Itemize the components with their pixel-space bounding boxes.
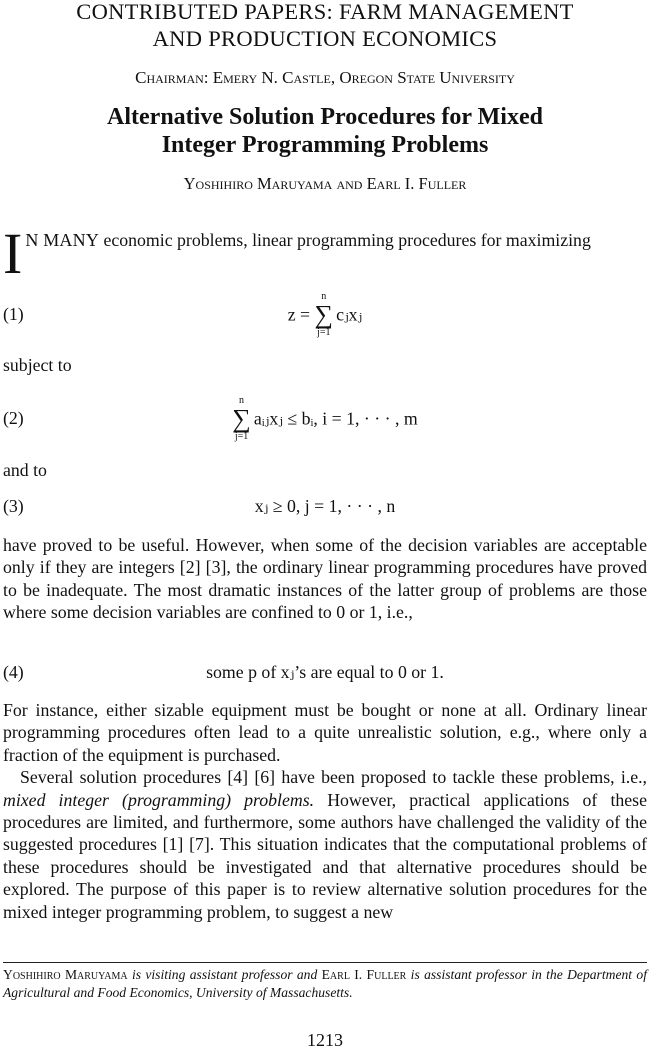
equation-number: (3)	[3, 496, 24, 516]
footnote-author1: Yoshihiro Maruyama	[3, 967, 128, 982]
sigma-symbol: ∑	[232, 404, 251, 433]
page-header	[0, 0, 650, 195]
sigma-symbol: ∑	[314, 300, 334, 329]
intro-first-word: N MANY	[25, 230, 100, 250]
summation	[315, 292, 334, 338]
equation-3	[3, 496, 647, 522]
intro-paragraph	[3, 221, 647, 286]
paragraph-for-instance: For instance, either sizable equipment must be bought or none at all. Ordinary linear programming procedures often lead to a quite unrealistic solution, e.g., where only a fraction of the equipment is purchased.	[3, 700, 647, 765]
equation-rhs: aᵢⱼxⱼ ≤ bᵢ, i = 1, · · · , m	[253, 408, 418, 429]
chairman-line: Chairman: Emery N. Castle, Oregon State University	[135, 68, 515, 87]
footnote-rule	[3, 962, 647, 963]
drop-cap: I	[3, 221, 23, 286]
author-footnote	[3, 966, 647, 1002]
section-title-line2: AND PRODUCTION ECONOMICS	[152, 26, 498, 51]
equation-body	[3, 396, 647, 442]
subject-to-label: subject to	[3, 355, 72, 375]
section-title-line1: CONTRIBUTED PAPERS: FARM MANAGEMENT	[76, 0, 574, 24]
footnote-text2: is assistant professor in the Department of Agricultural and Food Economics, University of Massachusetts.	[3, 967, 647, 1000]
author-line: Yoshihiro Maruyama and Earl I. Fuller	[183, 174, 467, 193]
equation-rhs: cⱼxⱼ	[336, 304, 363, 325]
equation-number: (1)	[3, 304, 24, 324]
sum-upper-limit: n	[239, 395, 245, 406]
summation	[232, 396, 251, 442]
para3-text-before: Several solution procedures [4] [6] have been proposed to tackle these problems, i.e.,	[20, 767, 647, 788]
page-number: 1213	[307, 1030, 343, 1050]
equation-lhs: z =	[287, 304, 315, 325]
sum-upper-limit: n	[321, 291, 327, 302]
equation-body	[3, 292, 647, 338]
paper-title-line1: Alternative Solution Procedures for Mixed	[107, 104, 543, 130]
equation-number: (2)	[3, 408, 24, 428]
equation-4	[3, 662, 647, 688]
paper-title-line2: Integer Programming Problems	[161, 132, 489, 158]
equation-body: xⱼ ≥ 0, j = 1, · · · , n	[254, 496, 396, 516]
paragraph-after-eq4	[3, 699, 647, 923]
intro-text: economic problems, linear programming procedures for maximizing	[99, 230, 591, 250]
footnote-text1: is visiting assistant professor and	[127, 967, 322, 982]
para3-text-after: However, practical applications of these procedures are limited, and furthermore, some authors have challenged the validity of the suggested procedures [1] [7]. This situation indicates that the computational problems of these procedures should be investigated and that alternative procedures should be explored. The purpose of this paper is to review alternative solution procedures for the mixed integer programming problem, to suggest a new	[3, 789, 647, 922]
equation-1	[3, 292, 647, 342]
paragraph-after-eq3: have proved to be useful. However, when some of the decision variables are acceptable only if they are integers [2] [3], the ordinary linear programming procedures have proved to be inadequate. The most dramatic instances of the latter group of problems are those where some decision variables are confined to 0 or 1, i.e.,	[3, 535, 647, 623]
sum-lower-limit: j=1	[234, 431, 249, 442]
sum-lower-limit: j=1	[317, 327, 331, 338]
equation-number: (4)	[3, 662, 24, 682]
and-to-label: and to	[3, 460, 47, 480]
para3-italic-term: mixed integer (programming) problems.	[3, 789, 315, 810]
footnote-author2: Earl I. Fuller	[321, 967, 407, 982]
equation-body: some p of xⱼ’s are equal to 0 or 1.	[206, 662, 444, 682]
equation-2	[3, 396, 647, 446]
paragraph-several-procedures	[3, 766, 647, 923]
